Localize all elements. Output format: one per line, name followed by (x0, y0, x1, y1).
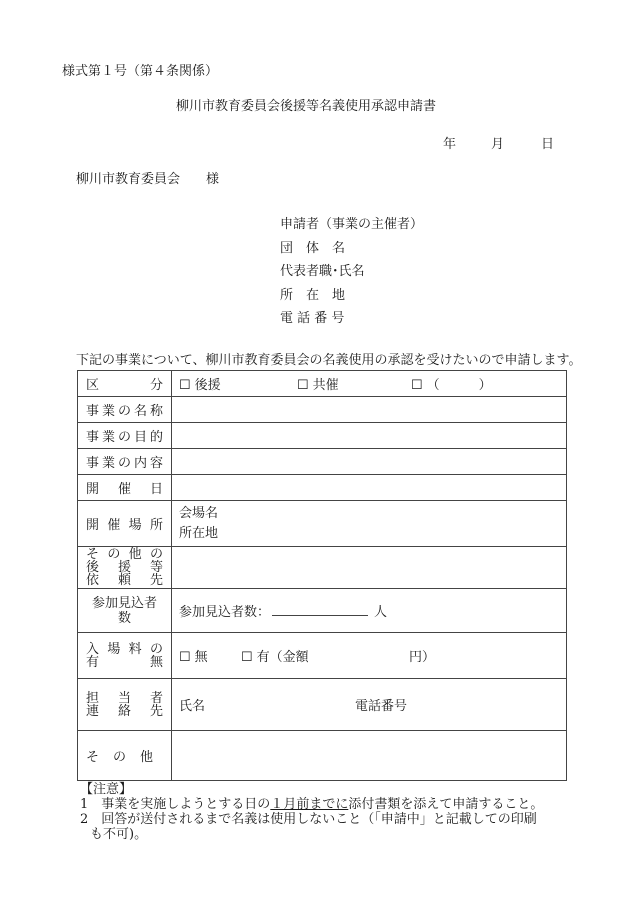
note-item-1: 1 事業を実施しようとする日の１月前までに添付書類を添えて申請すること。 (80, 797, 544, 812)
note-item-2-continued: も不可)。 (90, 827, 148, 842)
document-title: 柳川市教育委員会後援等名義使用承認申請書 (176, 99, 437, 114)
other-support-label: そ の 他 の 後 援 等 依 頼 先 (78, 547, 172, 589)
venue-label: 開 催 場 所 (78, 501, 172, 547)
category-label: 区 分 (78, 371, 172, 397)
category-option-cohost[interactable]: ☐ 共催 (297, 378, 339, 393)
applicant-group-name-label: 団 体 名 (280, 240, 346, 256)
purpose-label: 事 業 の 目 的 (78, 423, 172, 449)
row-fee (78, 633, 567, 679)
fee-option-none[interactable]: ☐ 無 (179, 650, 208, 665)
other-field[interactable] (172, 731, 567, 781)
checkbox-icon: ☐ (411, 378, 423, 393)
fee-currency: 円） (409, 650, 436, 665)
notes (80, 782, 580, 842)
content-field[interactable] (172, 449, 567, 475)
application-table (77, 370, 567, 781)
date-line (443, 133, 554, 152)
note-item-2: 2 回答が送付されるまで名義は使用しないこと（「申請中」と記載しての印刷 (80, 812, 537, 827)
contact-field[interactable] (172, 679, 567, 731)
checkbox-icon: ☐ (179, 378, 191, 393)
event-name-label: 事 業 の 名 称 (78, 397, 172, 423)
applicant-block (280, 213, 423, 331)
date-field[interactable] (172, 475, 567, 501)
contact-name-label: 氏名 (179, 699, 206, 714)
row-contact (78, 679, 567, 731)
venue-name-label: 会場名 (179, 505, 219, 521)
recipient (76, 168, 219, 187)
date-year-label: 年 (443, 137, 457, 152)
form-number: 様式第１号（第４条関係） (62, 64, 219, 79)
category-option-other[interactable]: ☐ （ ） (411, 378, 492, 393)
row-event-name (78, 397, 567, 423)
attendance-field[interactable] (172, 589, 567, 633)
fee-label: 入 場 料 の 有 無 (78, 633, 172, 679)
row-other-support (78, 547, 567, 589)
applicant-address-label: 所 在 地 (280, 287, 346, 303)
category-options (172, 371, 567, 397)
fee-field (172, 633, 567, 679)
applicant-heading: 申請者（事業の主催者） (280, 217, 424, 232)
applicant-representative-label: 代表者職･氏名 (280, 264, 365, 279)
content-label: 事 業 の 内 容 (78, 449, 172, 475)
row-attendance (78, 589, 567, 633)
row-venue (78, 501, 567, 547)
checkbox-icon: ☐ (179, 650, 191, 665)
notes-heading: 【注意】 (80, 782, 133, 797)
attendance-blank[interactable] (272, 603, 368, 616)
contact-label: 担 当 者 連 絡 先 (78, 679, 172, 731)
date-label: 開 催 日 (78, 475, 172, 501)
intro-text: 下記の事業について、柳川市教育委員会の名義使用の承認を受けたいので申請します。 (76, 353, 582, 368)
purpose-field[interactable] (172, 423, 567, 449)
venue-address-label: 所在地 (179, 525, 219, 541)
attendance-label: 参加見込者 数 (78, 589, 172, 633)
date-month-label: 月 (491, 137, 505, 152)
venue-field[interactable] (172, 501, 567, 547)
category-option-support[interactable]: ☐ 後援 (179, 378, 221, 393)
attendance-unit: 人 (374, 605, 388, 620)
applicant-phone-label: 電 話 番 号 (280, 311, 345, 326)
checkbox-icon: ☐ (241, 650, 253, 665)
recipient-honorific: 様 (206, 172, 220, 187)
other-support-field[interactable] (172, 547, 567, 589)
row-content (78, 449, 567, 475)
fee-option-yes[interactable]: ☐ 有（金額 (241, 650, 309, 665)
other-label: そ の 他 (78, 731, 172, 781)
contact-phone-label: 電話番号 (355, 699, 408, 714)
row-date (78, 475, 567, 501)
attendance-prefix: 参加見込者数： (179, 605, 271, 620)
row-category (78, 371, 567, 397)
recipient-name: 柳川市教育委員会 (76, 172, 181, 187)
row-purpose (78, 423, 567, 449)
row-other (78, 731, 567, 781)
date-day-label: 日 (541, 137, 555, 152)
checkbox-icon: ☐ (297, 378, 309, 393)
event-name-field[interactable] (172, 397, 567, 423)
